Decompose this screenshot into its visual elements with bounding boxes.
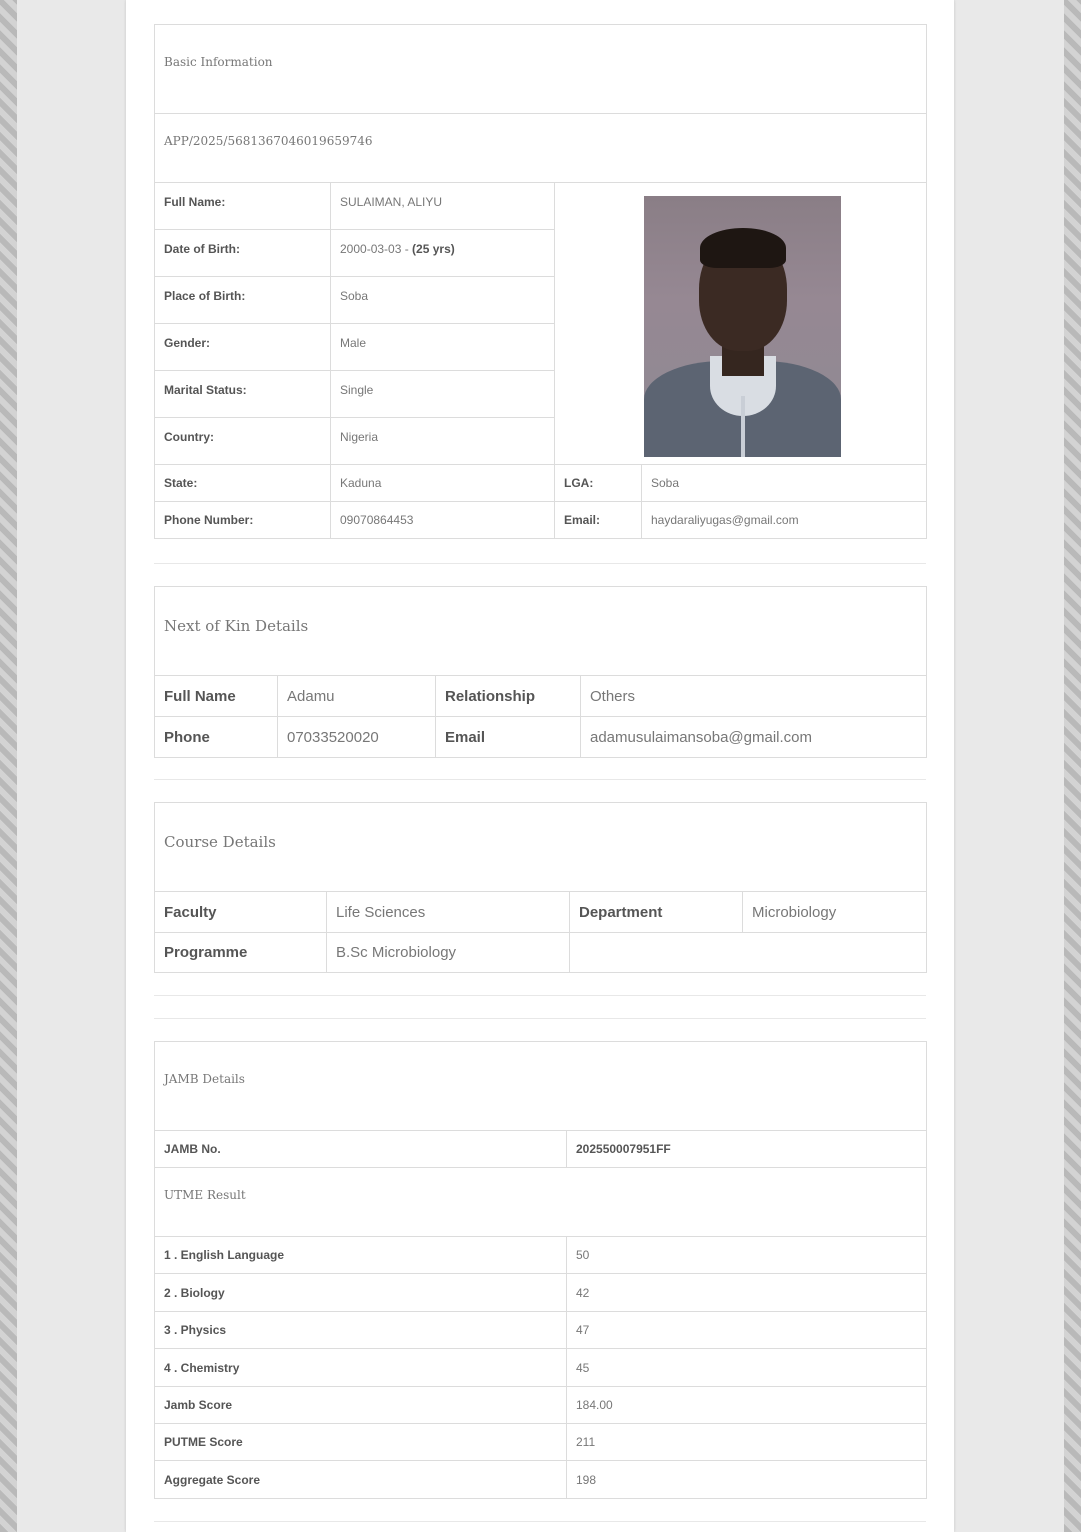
kin-phone-value: 07033520020 bbox=[278, 717, 436, 758]
jamb-score-value: 184.00 bbox=[567, 1387, 927, 1424]
country-label: Country: bbox=[155, 418, 331, 465]
kin-relationship-value: Others bbox=[581, 676, 927, 717]
section-divider bbox=[154, 563, 926, 564]
dob-value bbox=[331, 230, 555, 277]
full-name-value: SULAIMAN, ALIYU bbox=[331, 183, 555, 230]
empty-cell bbox=[570, 933, 927, 973]
photo-placket bbox=[741, 396, 745, 457]
email-value: haydaraliyugas@gmail.com bbox=[642, 502, 927, 539]
kin-full-name-value: Adamu bbox=[278, 676, 436, 717]
age-value: (25 yrs) bbox=[412, 242, 455, 256]
gender-value: Male bbox=[331, 324, 555, 371]
subject-score: 45 bbox=[567, 1349, 927, 1387]
full-name-label: Full Name: bbox=[155, 183, 331, 230]
putme-score-label: PUTME Score bbox=[155, 1424, 567, 1461]
faculty-label: Faculty bbox=[155, 892, 327, 933]
phone-number-value: 09070864453 bbox=[331, 502, 555, 539]
section-divider bbox=[154, 1521, 926, 1522]
section-divider bbox=[154, 779, 926, 780]
basic-information-title: Basic Information bbox=[155, 25, 927, 114]
subject-name: 4 . Chemistry bbox=[155, 1349, 567, 1387]
putme-score-value: 211 bbox=[567, 1424, 927, 1461]
kin-relationship-label: Relationship bbox=[436, 676, 581, 717]
kin-email-value: adamusulaimansoba@gmail.com bbox=[581, 717, 927, 758]
section-divider bbox=[154, 1018, 926, 1019]
section-divider bbox=[154, 995, 926, 996]
dob-label: Date of Birth: bbox=[155, 230, 331, 277]
email-label: Email: bbox=[555, 502, 642, 539]
state-label: State: bbox=[155, 465, 331, 502]
photo-hair bbox=[700, 228, 786, 268]
subject-name: 3 . Physics bbox=[155, 1312, 567, 1349]
jamb-number-value: 202550007951FF bbox=[567, 1131, 927, 1168]
lga-label: LGA: bbox=[555, 465, 642, 502]
course-details-table bbox=[154, 802, 927, 973]
aggregate-score-label: Aggregate Score bbox=[155, 1461, 567, 1499]
lga-value: Soba bbox=[642, 465, 927, 502]
subject-score: 47 bbox=[567, 1312, 927, 1349]
background-pattern-left bbox=[0, 0, 17, 1532]
pob-label: Place of Birth: bbox=[155, 277, 331, 324]
programme-value: B.Sc Microbiology bbox=[327, 933, 570, 973]
jamb-details-table bbox=[154, 1041, 927, 1499]
marital-status-label: Marital Status: bbox=[155, 371, 331, 418]
next-of-kin-title: Next of Kin Details bbox=[155, 587, 927, 676]
next-of-kin-table bbox=[154, 586, 927, 758]
jamb-number-label: JAMB No. bbox=[155, 1131, 567, 1168]
passport-photo bbox=[644, 196, 841, 457]
subject-score: 50 bbox=[567, 1237, 927, 1274]
subject-name: 2 . Biology bbox=[155, 1274, 567, 1312]
jamb-score-label: Jamb Score bbox=[155, 1387, 567, 1424]
application-number: APP/2025/5681367046019659746 bbox=[155, 114, 927, 183]
state-value: Kaduna bbox=[331, 465, 555, 502]
gender-label: Gender: bbox=[155, 324, 331, 371]
dob-date: 2000-03-03 - bbox=[340, 242, 413, 256]
department-label: Department bbox=[570, 892, 743, 933]
subject-score: 42 bbox=[567, 1274, 927, 1312]
course-details-title: Course Details bbox=[155, 803, 927, 892]
phone-number-label: Phone Number: bbox=[155, 502, 331, 539]
background-pattern-right bbox=[1064, 0, 1081, 1532]
subject-name: 1 . English Language bbox=[155, 1237, 567, 1274]
utme-result-title: UTME Result bbox=[155, 1168, 927, 1237]
faculty-value: Life Sciences bbox=[327, 892, 570, 933]
kin-full-name-label: Full Name bbox=[155, 676, 278, 717]
jamb-details-title: JAMB Details bbox=[155, 1042, 927, 1131]
kin-phone-label: Phone bbox=[155, 717, 278, 758]
pob-value: Soba bbox=[331, 277, 555, 324]
programme-label: Programme bbox=[155, 933, 327, 973]
department-value: Microbiology bbox=[743, 892, 927, 933]
country-value: Nigeria bbox=[331, 418, 555, 465]
marital-status-value: Single bbox=[331, 371, 555, 418]
kin-email-label: Email bbox=[436, 717, 581, 758]
aggregate-score-value: 198 bbox=[567, 1461, 927, 1499]
